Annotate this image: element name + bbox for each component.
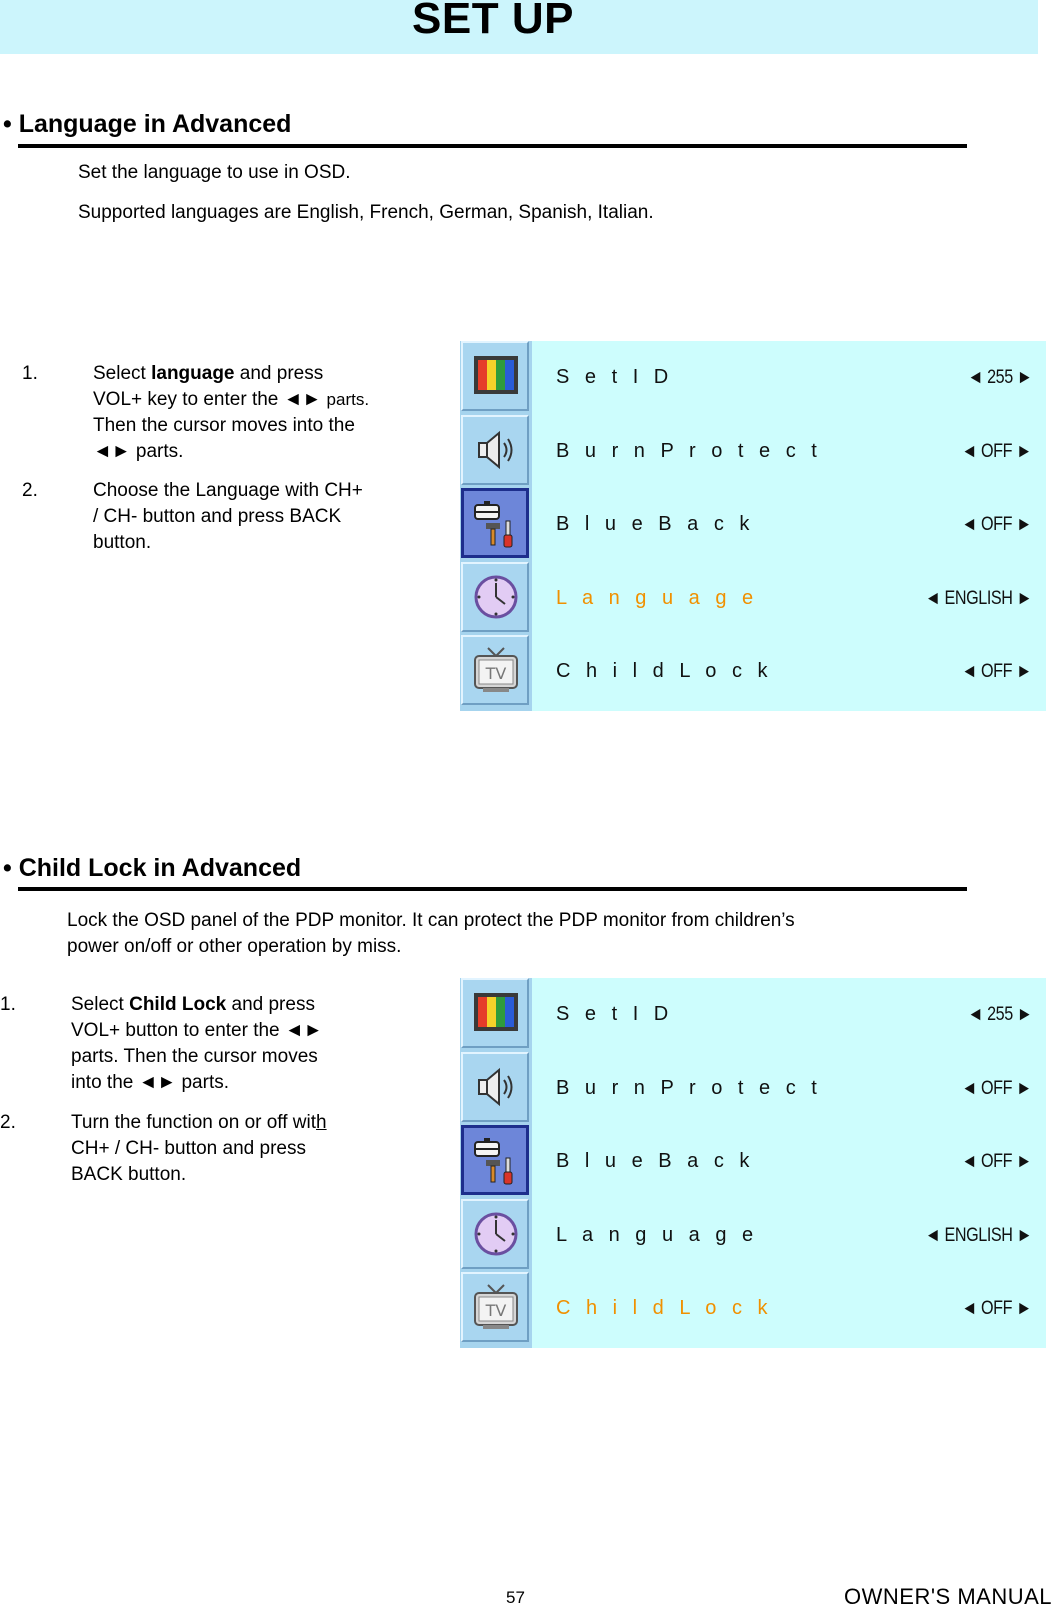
osd-row-label-selected: L a n g u a g e — [556, 587, 759, 609]
osd-row-language[interactable] — [532, 1199, 1046, 1273]
child-lock-description-line-2: power on/off or other operation by miss. — [67, 936, 402, 957]
osd-row-value: ◄ OFF ► — [961, 661, 1032, 682]
language-section-heading: • Language in Advanced — [3, 110, 292, 138]
setup-tools-icon[interactable] — [461, 488, 529, 558]
osd-row-label: B u r n P r o t e c t — [556, 440, 822, 462]
language-step-1-text: Select language and press VOL+ key to enter the ◄► parts. Then the cursor moves into the ◄► parts. — [93, 363, 370, 462]
child-lock-step-2-number: 2. — [0, 1112, 16, 1133]
setup-tools-icon[interactable] — [461, 1125, 529, 1195]
picture-icon[interactable] — [461, 341, 529, 411]
osd-row-language[interactable] — [532, 562, 1046, 636]
language-step-2-number: 2. — [22, 480, 38, 501]
osd-row-value: ◄ ENGLISH ► — [924, 1225, 1032, 1246]
osd-row-label: L a n g u a g e — [556, 1224, 759, 1246]
picture-icon[interactable] — [461, 978, 529, 1048]
osd-row-label: B l u e B a c k — [556, 1150, 755, 1172]
language-section-rule — [18, 144, 967, 148]
osd-row-set-id[interactable] — [532, 978, 1046, 1052]
osd-row-value: ◄ OFF ► — [961, 514, 1032, 535]
osd-row-blue-back[interactable] — [532, 488, 1046, 562]
sound-icon[interactable] — [461, 415, 529, 485]
page-number: 57 — [506, 1588, 525, 1607]
language-keyword: language — [151, 363, 235, 384]
child-lock-description-line-1: Lock the OSD panel of the PDP monitor. It can protect the PDP monitor from children’s — [67, 910, 795, 931]
osd-row-value: ◄ 255 ► — [967, 1004, 1032, 1025]
osd-row-value: ◄ OFF ► — [961, 1298, 1032, 1319]
svg-text:TV: TV — [485, 1301, 507, 1320]
page-title: SET UP — [412, 0, 574, 43]
osd-icon-column — [460, 341, 532, 711]
language-step-1-number: 1. — [22, 363, 38, 384]
osd-row-label-selected: C h i l d L o c k — [556, 1297, 773, 1319]
osd-row-value: ◄ 255 ► — [967, 367, 1032, 388]
osd-row-label: S e t I D — [556, 366, 674, 388]
tv-icon[interactable] — [461, 1272, 529, 1342]
osd-menu-child-lock — [460, 978, 1046, 1348]
svg-text:TV: TV — [485, 664, 507, 683]
owners-manual-label: OWNER'S MANUAL — [844, 1584, 1052, 1609]
timer-clock-icon[interactable] — [461, 1199, 529, 1269]
language-supported-list: Supported languages are English, French, German, Spanish, Italian. — [78, 202, 654, 223]
osd-row-value: ◄ ENGLISH ► — [924, 588, 1032, 609]
osd-row-value: ◄ OFF ► — [961, 1151, 1032, 1172]
osd-row-label: B u r n P r o t e c t — [556, 1077, 822, 1099]
osd-row-value: ◄ OFF ► — [961, 441, 1032, 462]
language-description: Set the language to use in OSD. — [78, 162, 351, 183]
osd-row-blue-back[interactable] — [532, 1125, 1046, 1199]
osd-row-child-lock[interactable] — [532, 635, 1046, 709]
osd-row-burn-protect[interactable] — [532, 1052, 1046, 1126]
osd-row-label: C h i l d L o c k — [556, 660, 773, 682]
osd-row-value: ◄ OFF ► — [961, 1078, 1032, 1099]
osd-icon-column — [460, 978, 532, 1348]
osd-menu-language — [460, 341, 1046, 711]
osd-row-label: B l u e B a c k — [556, 513, 755, 535]
osd-row-set-id[interactable] — [532, 341, 1046, 415]
osd-row-label: S e t I D — [556, 1003, 674, 1025]
osd-row-child-lock[interactable] — [532, 1272, 1046, 1346]
child-lock-section-rule — [18, 887, 967, 891]
child-lock-step-1-text: Select Child Lock and press VOL+ button to enter the ◄► parts. Then the cursor moves into the ◄► parts. — [71, 994, 323, 1093]
osd-row-burn-protect[interactable] — [532, 415, 1046, 489]
sound-icon[interactable] — [461, 1052, 529, 1122]
language-step-2-text: Choose the Language with CH+ / CH- button and press BACK button. — [93, 480, 363, 553]
timer-clock-icon[interactable] — [461, 562, 529, 632]
tv-icon[interactable] — [461, 635, 529, 705]
child-lock-step-1-number: 1. — [0, 994, 16, 1015]
child-lock-section-heading: • Child Lock in Advanced — [3, 854, 302, 882]
child-lock-keyword: Child Lock — [129, 994, 227, 1015]
child-lock-step-2-text: Turn the function on or off with CH+ / CH- button and press BACK button. — [71, 1112, 327, 1185]
